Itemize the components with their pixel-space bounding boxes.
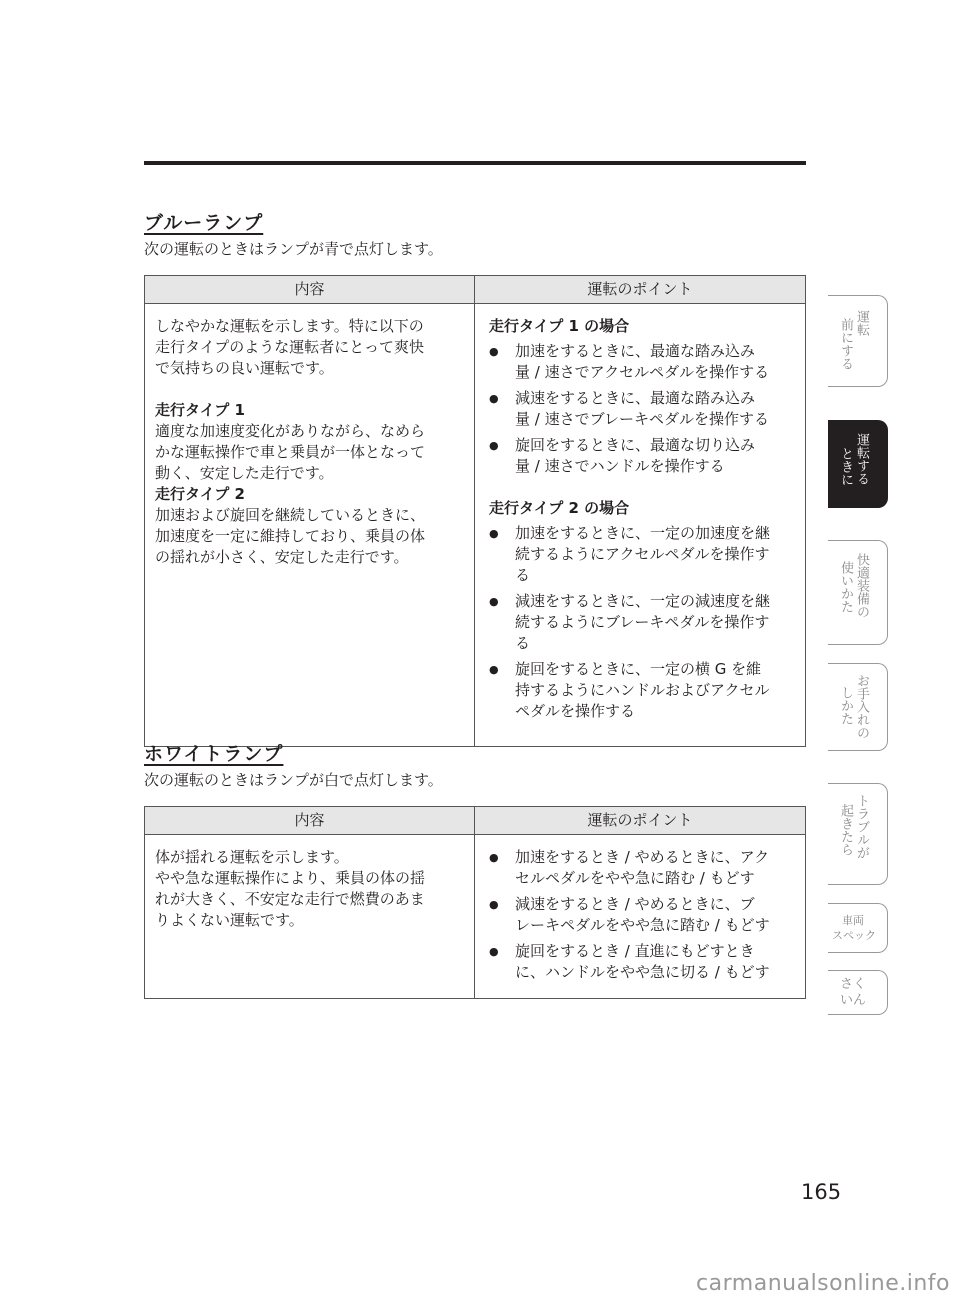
text-line: 走行タイプのような運転者にとって爽快 bbox=[155, 338, 424, 356]
watermark-text: carmanualsonline.info bbox=[696, 1271, 950, 1296]
list-item: ● 減速をするときに、最適な踏み込み 量 / 速さでブレーキペダルを操作する bbox=[489, 388, 797, 430]
white-lamp-table bbox=[144, 806, 806, 999]
text-line: で気持ちの良い運転です。 bbox=[155, 359, 334, 377]
case2-label: 走行タイプ 2 の場合 bbox=[489, 499, 630, 517]
blue-points-cell bbox=[475, 304, 805, 737]
top-rule bbox=[144, 161, 806, 165]
text-line: 動く、安定した走行です。 bbox=[155, 464, 334, 482]
text-line: やや急な運転操作により、乗員の体の揺 bbox=[155, 869, 426, 887]
text-line: 加速および旋回を継続しているときに、 bbox=[155, 506, 426, 524]
header-content: 内容 bbox=[145, 807, 475, 835]
type2-label: 走行タイプ 2 bbox=[155, 485, 245, 503]
header-points: 運転のポイント bbox=[475, 807, 806, 835]
list-item: ● 旋回をするとき / 直進にもどすとき に、ハンドルをやや急に切る / もどす bbox=[489, 941, 797, 983]
tab-before-driving[interactable]: 運転 前にする bbox=[828, 295, 888, 387]
white-lamp-intro: 次の運転のときはランプが白で点灯します。 bbox=[144, 771, 443, 789]
tab-maintenance[interactable]: お手入れの しかた bbox=[828, 663, 888, 751]
tab-vehicle-specs[interactable]: 車両 スペック bbox=[828, 903, 888, 953]
tab-while-driving[interactable]: 運転する ときに bbox=[828, 420, 888, 508]
text-line: かな運転操作で車と乗員が一体となって bbox=[155, 443, 426, 461]
list-item: ● 旋回をするときに、最適な切り込み 量 / 速さでハンドルを操作する bbox=[489, 435, 797, 477]
list-item: ● 減速をするとき / やめるときに、ブ レーキペダルをやや急に踏む / もどす bbox=[489, 894, 797, 936]
header-points: 運転のポイント bbox=[475, 276, 806, 304]
page-number: 165 bbox=[801, 1180, 842, 1204]
text-line: 適度な加速度変化がありながら、なめら bbox=[155, 422, 426, 440]
blue-lamp-title: ブルーランプ bbox=[144, 212, 264, 234]
list-item: ● 加速をするときに、最適な踏み込み 量 / 速さでアクセルペダルを操作する bbox=[489, 341, 797, 383]
white-points-cell bbox=[475, 835, 805, 998]
list-item: ● 減速をするときに、一定の減速度を継 続するようにブレーキペダルを操作す る bbox=[489, 591, 797, 654]
text-line: 加速度を一定に維持しており、乗員の体 bbox=[155, 527, 426, 545]
text-line: しなやかな運転を示します。特に以下の bbox=[155, 317, 424, 335]
case1-label: 走行タイプ 1 の場合 bbox=[489, 317, 630, 335]
type1-label: 走行タイプ 1 bbox=[155, 401, 245, 419]
text-line: の揺れが小さく、安定した走行です。 bbox=[155, 548, 409, 566]
tab-comfort-equipment[interactable]: 快適装備の 使いかた bbox=[828, 540, 888, 645]
list-item: ● 加速をするとき / やめるときに、アク セルペダルをやや急に踏む / もどす bbox=[489, 847, 797, 889]
text-line: れが大きく、不安定な走行で燃費のあま bbox=[155, 890, 425, 908]
text-line: 体が揺れる運転を示します。 bbox=[155, 848, 349, 866]
white-content-cell bbox=[145, 835, 474, 941]
blue-content-cell bbox=[145, 304, 474, 578]
list-item: ● 旋回をするときに、一定の横 G を維 持するようにハンドルおよびアクセル ペダルを操作する bbox=[489, 659, 797, 722]
tab-troubleshooting[interactable]: トラブルが 起きたら bbox=[828, 783, 888, 885]
header-content: 内容 bbox=[145, 276, 475, 304]
white-lamp-title: ホワイトランプ bbox=[144, 743, 284, 765]
blue-lamp-intro: 次の運転のときはランプが青で点灯します。 bbox=[144, 240, 443, 258]
tab-index[interactable]: さく いん bbox=[828, 970, 888, 1015]
blue-lamp-table bbox=[144, 275, 806, 747]
text-line: りよくない運転です。 bbox=[155, 911, 304, 929]
list-item: ● 加速をするときに、一定の加速度を継 続するようにアクセルペダルを操作す る bbox=[489, 523, 797, 586]
